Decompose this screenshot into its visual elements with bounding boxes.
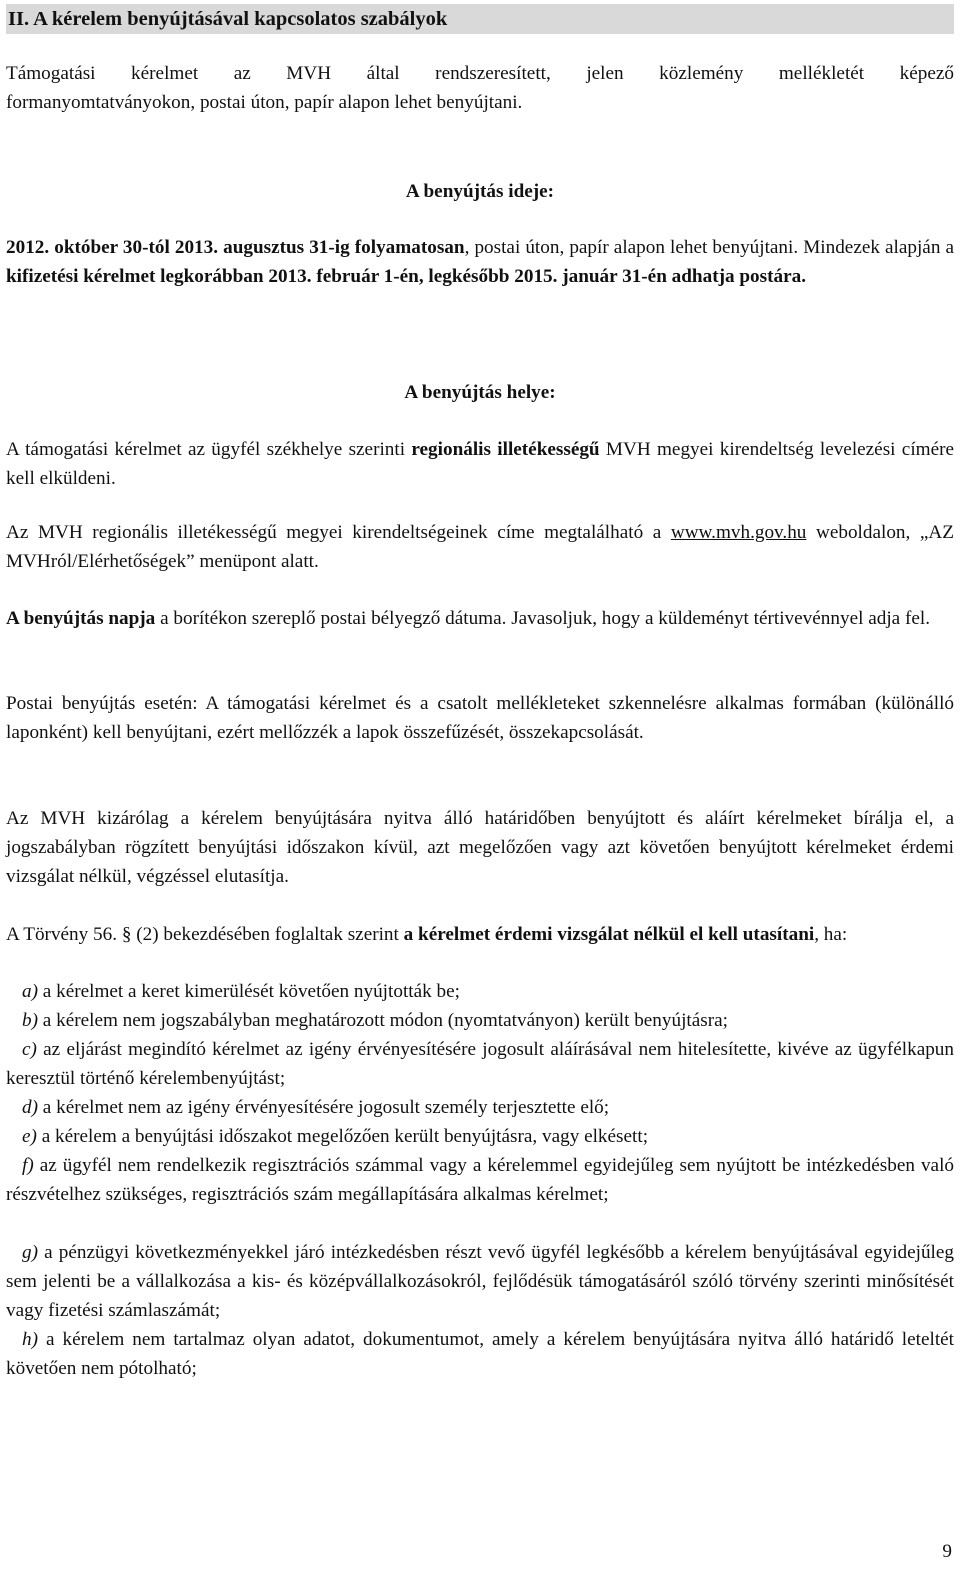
section-heading: II. A kérelem benyújtásával kapcsolatos szabályok [6, 4, 954, 34]
page-number: 9 [942, 1541, 952, 1562]
submission-date-bold: A benyújtás napja [6, 608, 156, 629]
submission-time-heading: A benyújtás ideje: [405, 181, 555, 202]
mvh-address-paragraph: Az MVH regionális illetékességű megyei kirendeltségeinek címe megtalálható a www.mvh.gov.hu weboldalon, „AZ MVHról/Elérhetőségek” menüpont alatt. [6, 522, 954, 572]
list-item-e: e) a kérelem a benyújtási időszakot megelőzően került benyújtásra, vagy elkésett; [22, 1126, 649, 1147]
list-item-d: d) a kérelmet nem az igény érvényesítésére jogosult személy terjesztette elő; [22, 1097, 610, 1118]
list-item-c: c) az eljárást megindító kérelmet az igény érvényesítésére jogosult aláírásával nem hitelesítette, kivéve az ügyfélkapun keresztül történő kérelembenyújtást; [6, 1039, 954, 1089]
time-text: , postai úton, papír alapon lehet benyújtani. Mindezek alapján a [464, 237, 954, 258]
law-intro-paragraph: A Törvény 56. § (2) bekezdésében foglaltak szerint a kérelmet érdemi vizsgálat nélkül el kell utasítani, ha: [6, 924, 848, 945]
list-item-g: g) a pénzügyi következményekkel járó intézkedésben részt vevő ügyfél legkésőbb a kérelem benyújtásával egyidejűleg sem jelenti be a vállalkozása a kis- és középvállalkozásokról, fejlődésük támogatásáról szóló törvény szerinti minősítését vagy fizetési számlaszámát; [6, 1242, 954, 1321]
submission-time-paragraph [6, 233, 954, 291]
rejection-rule-bold: a kérelmet érdemi vizsgálat nélkül el kell utasítani [403, 924, 815, 945]
intro-line-1: Támogatási kérelmet az MVH által rendszeresített, jelen közlemény mellékletét képező [6, 63, 954, 84]
intro-line-2: formanyomtatványokon, postai úton, papír alapon lehet benyújtani. [6, 92, 523, 113]
mvh-website-link[interactable]: www.mvh.gov.hu [670, 522, 807, 543]
regional-competence-bold: regionális illetékességű [411, 439, 600, 460]
time-range-bold: 2012. október 30-tól 2013. augusztus 31-ig folyamatosan [6, 237, 465, 258]
list-item-a: a) a kérelmet a keret kimerülését követően nyújtották be; [22, 981, 460, 1002]
list-item-b: b) a kérelem nem jogszabályban meghatározott módon (nyomtatványon) került benyújtásra; [22, 1010, 728, 1031]
submission-date-paragraph: A benyújtás napja a borítékon szereplő postai bélyegző dátuma. Javasoljuk, hogy a küldeményt tértivevénnyel adja fel. [6, 608, 930, 629]
list-item-h: h) a kérelem nem tartalmaz olyan adatot, dokumentumot, amely a kérelem benyújtására nyitva álló határidő leteltét követően nem pótolható; [6, 1329, 954, 1379]
list-item-f: f) az ügyfél nem rendelkezik regisztrációs számmal vagy a kérelemmel egyidejűleg sem nyújtott be intézkedésben való részvételhez szükséges, regisztrációs szám megállapítására alkalmas kérelmet; [6, 1155, 954, 1205]
submission-place-paragraph: A támogatási kérelmet az ügyfél székhelye szerinti regionális illetékességű MVH megyei kirendeltség levelezési címére kell elküldeni. [6, 439, 955, 489]
submission-place-heading: A benyújtás helye: [404, 382, 556, 403]
postal-submission-paragraph: Postai benyújtás esetén: A támogatási kérelmet és a csatolt mellékleteket szkennelésre alkalmas formában (különálló laponként) kell benyújtani, ezért mellőzzék a lapok összefűzését, összekapcsolását. [6, 693, 954, 743]
deadline-paragraph: Az MVH kizárólag a kérelem benyújtására nyitva álló határidőben benyújtott és aláírt kérelmeket bírálja el, a jogszabályban rögzített benyújtási időszakon kívül, azt megelőzően vagy azt követően benyújtott kérelmeket érdemi vizsgálat nélkül, végzéssel elutasítja. [6, 808, 954, 887]
intro-paragraph [6, 59, 954, 117]
payment-request-bold: kifizetési kérelmet legkorábban 2013. február 1-én, legkésőbb 2015. január 31-én adhatja postára. [6, 266, 806, 287]
